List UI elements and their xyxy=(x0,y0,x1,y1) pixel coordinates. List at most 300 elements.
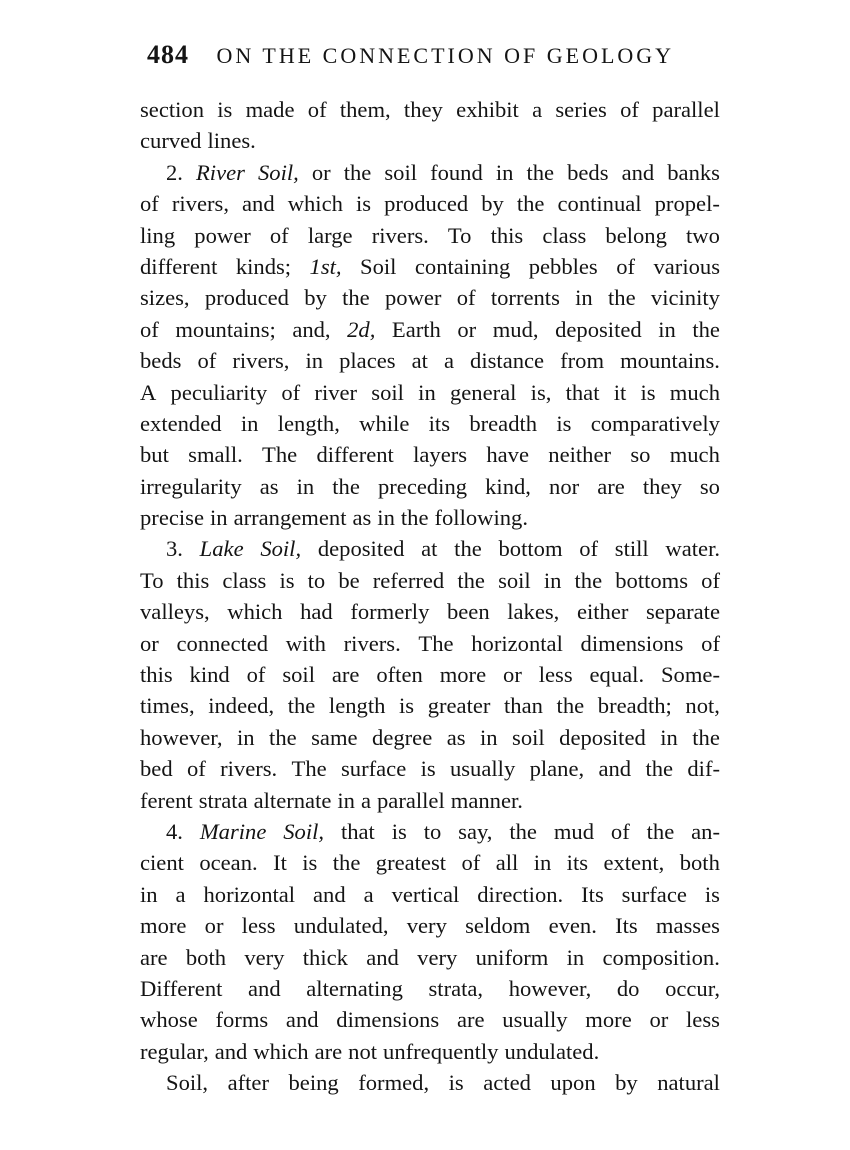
word: in xyxy=(337,787,355,813)
word: Earth xyxy=(391,316,441,342)
word: containing xyxy=(414,253,511,279)
word: banks xyxy=(667,159,720,185)
word: the xyxy=(342,285,370,311)
word: the xyxy=(516,191,545,217)
word: regular, xyxy=(140,1038,209,1064)
word: river xyxy=(314,379,358,405)
word: in xyxy=(543,567,562,593)
word: beds xyxy=(140,348,182,374)
word: parallel xyxy=(652,97,720,122)
word: in xyxy=(658,316,676,342)
word: 3. xyxy=(166,536,183,562)
word: dimensions xyxy=(336,1007,440,1033)
word: continual xyxy=(557,191,642,217)
word: The xyxy=(262,442,298,468)
word: rivers. xyxy=(220,756,278,782)
word: pebbles xyxy=(528,253,598,279)
word: so xyxy=(699,473,720,499)
text-line xyxy=(140,690,720,721)
word: of xyxy=(610,818,630,844)
text-line xyxy=(140,1036,720,1067)
word: 1st, xyxy=(309,253,342,279)
word: of xyxy=(307,97,327,122)
text-line xyxy=(140,282,720,313)
word: or xyxy=(503,662,522,688)
word: to xyxy=(307,567,326,593)
word: so xyxy=(630,442,651,468)
text-line xyxy=(140,188,720,219)
word: that xyxy=(565,379,600,405)
word: unfrequently xyxy=(383,1038,499,1064)
text-line xyxy=(140,942,720,973)
word: irregularity xyxy=(140,473,242,499)
word: soil xyxy=(384,159,418,185)
word: connected xyxy=(176,630,269,656)
word: from xyxy=(560,348,605,374)
word: greater xyxy=(427,693,491,719)
text-line xyxy=(140,471,720,502)
text-line xyxy=(140,879,720,910)
word: power xyxy=(194,222,251,248)
word: breadth xyxy=(469,410,538,436)
word: exhibit xyxy=(456,97,519,122)
word: soil xyxy=(371,379,404,405)
word: which xyxy=(227,599,283,625)
word: Soil, xyxy=(260,536,302,562)
word: and, xyxy=(292,316,331,342)
word: them, xyxy=(339,97,391,122)
word: and xyxy=(313,881,346,907)
word: acted xyxy=(483,1070,531,1096)
word: to xyxy=(423,818,442,844)
word: been xyxy=(446,599,490,625)
word: mud, xyxy=(492,316,539,342)
word: had xyxy=(300,599,333,625)
word: Different xyxy=(140,975,223,1001)
text-line xyxy=(140,251,720,282)
word: ocean. xyxy=(199,850,258,876)
word: is xyxy=(391,818,407,844)
word: plane, xyxy=(529,756,585,782)
word: and xyxy=(598,756,632,782)
word: The xyxy=(418,630,454,656)
word: are xyxy=(597,473,625,499)
word: different xyxy=(140,253,218,279)
page-number: 484 xyxy=(147,40,189,69)
word: length, xyxy=(277,410,340,436)
word: which xyxy=(253,1038,309,1064)
word: both xyxy=(679,850,720,876)
word: even. xyxy=(548,913,597,939)
running-head xyxy=(147,40,747,80)
word: rivers. xyxy=(371,222,429,248)
word: section xyxy=(140,97,204,122)
word: is xyxy=(704,881,720,907)
word: or xyxy=(457,316,477,342)
word: but xyxy=(140,442,169,468)
word: as xyxy=(446,724,466,750)
word: in xyxy=(566,944,585,970)
word: this xyxy=(140,662,173,688)
word: in xyxy=(660,724,678,750)
word: a xyxy=(363,881,374,907)
word: soil xyxy=(512,724,545,750)
word: in xyxy=(575,285,593,311)
word: very xyxy=(244,944,285,970)
word: more xyxy=(439,662,487,688)
word: separate xyxy=(645,599,720,625)
word: in xyxy=(237,724,255,750)
word: is xyxy=(217,97,233,122)
word: in xyxy=(140,881,158,907)
word: natural xyxy=(657,1070,720,1096)
word: usually xyxy=(449,756,516,782)
word: occur, xyxy=(665,975,720,1001)
word: both xyxy=(185,944,227,970)
word: deposited xyxy=(559,724,646,750)
word: with xyxy=(285,630,326,656)
word: as xyxy=(259,473,279,499)
word: and xyxy=(621,159,655,185)
word: of xyxy=(197,348,217,374)
text-line xyxy=(140,345,720,376)
word: much xyxy=(669,442,720,468)
word: lakes, xyxy=(507,599,560,625)
text-line xyxy=(140,408,720,439)
word: series xyxy=(555,97,607,122)
word: Soil, xyxy=(166,1070,209,1096)
word: the xyxy=(646,818,675,844)
word: Some- xyxy=(660,662,720,688)
word: a xyxy=(360,787,371,813)
word: equal. xyxy=(589,662,645,688)
text-line xyxy=(140,314,720,345)
word: a xyxy=(532,97,543,122)
word: sizes, xyxy=(140,285,190,311)
word: of xyxy=(620,97,639,122)
text-line xyxy=(140,596,720,627)
word: have xyxy=(486,442,530,468)
word: Soil, xyxy=(283,818,325,844)
word: the xyxy=(332,473,360,499)
word: of xyxy=(579,536,599,562)
word: power xyxy=(384,285,442,311)
word: in xyxy=(480,724,498,750)
word: kind xyxy=(189,662,230,688)
text-line xyxy=(140,910,720,941)
word: peculiarity xyxy=(170,379,268,405)
word: dif- xyxy=(687,756,720,782)
word: vertical xyxy=(391,881,460,907)
word: thick xyxy=(302,944,348,970)
word: To xyxy=(447,222,472,248)
word: cient xyxy=(140,850,184,876)
word: of xyxy=(701,567,720,593)
word: water. xyxy=(665,536,720,562)
word: more xyxy=(140,913,187,939)
word: however, xyxy=(140,724,223,750)
word: in xyxy=(418,379,436,405)
text-line xyxy=(140,439,720,470)
body-text xyxy=(140,94,720,1099)
word: two xyxy=(686,222,720,248)
word: kind, xyxy=(485,473,531,499)
word: undulated, xyxy=(293,913,389,939)
word: produced xyxy=(384,191,469,217)
word: bottoms xyxy=(615,567,689,593)
word: by xyxy=(481,191,504,217)
word: valleys, xyxy=(140,599,210,625)
word: A xyxy=(140,379,157,405)
word: formerly xyxy=(350,599,430,625)
word: manner. xyxy=(450,787,523,813)
word: forms xyxy=(215,1007,269,1033)
word: distance xyxy=(470,348,545,374)
word: extent, xyxy=(603,850,665,876)
word: is xyxy=(640,379,656,405)
word: is xyxy=(448,1070,464,1096)
running-title: ON THE CONNECTION OF GEOLOGY xyxy=(216,43,675,68)
word: of xyxy=(140,316,159,342)
word: or xyxy=(311,159,331,185)
word: alternating xyxy=(306,975,403,1001)
word: of xyxy=(246,662,266,688)
word: the xyxy=(692,724,720,750)
word: made xyxy=(245,97,295,122)
word: surface xyxy=(621,881,687,907)
word: indeed, xyxy=(208,693,275,719)
word: a xyxy=(175,881,186,907)
word: rivers, xyxy=(171,191,229,217)
word: or xyxy=(649,1007,669,1033)
word: bed xyxy=(140,756,173,782)
word: say, xyxy=(458,818,493,844)
word: following. xyxy=(434,505,528,531)
word: this xyxy=(490,222,524,248)
word: of xyxy=(461,850,481,876)
word: nor xyxy=(549,473,580,499)
word: less xyxy=(241,913,276,939)
word: still xyxy=(614,536,649,562)
word: produced xyxy=(204,285,289,311)
word: ferent xyxy=(140,787,193,813)
word: and xyxy=(366,944,399,970)
text-line xyxy=(140,1067,720,1098)
text-line xyxy=(140,94,720,125)
word: lines. xyxy=(207,128,256,154)
word: Lake xyxy=(199,536,244,562)
word: and xyxy=(242,191,275,217)
word: of xyxy=(186,756,206,782)
word: formed, xyxy=(358,1070,430,1096)
word: its xyxy=(428,410,451,436)
word: in xyxy=(533,850,552,876)
word: ling xyxy=(140,222,176,248)
word: The xyxy=(291,756,327,782)
word: is xyxy=(302,850,318,876)
word: the xyxy=(287,693,316,719)
word: the xyxy=(509,818,537,844)
text-line xyxy=(140,847,720,878)
word: of xyxy=(616,253,636,279)
text-line xyxy=(140,659,720,690)
word: the xyxy=(556,693,585,719)
word: as xyxy=(352,505,372,531)
word: and xyxy=(214,1038,248,1064)
text-line xyxy=(140,973,720,1004)
word: are xyxy=(331,662,360,688)
word: kinds; xyxy=(235,253,292,279)
word: found xyxy=(430,159,483,185)
word: the xyxy=(454,536,482,562)
word: soil xyxy=(282,662,315,688)
word: greatest xyxy=(375,850,447,876)
word: 2d, xyxy=(347,316,376,342)
word: bottom xyxy=(498,536,563,562)
word: direction. xyxy=(477,881,564,907)
word: large xyxy=(307,222,353,248)
word: whose xyxy=(140,1007,198,1033)
word: either xyxy=(576,599,629,625)
word: are xyxy=(314,1038,343,1064)
word: River xyxy=(196,159,245,185)
word: the xyxy=(608,285,636,311)
word: Its xyxy=(615,913,638,939)
word: Soil xyxy=(360,253,397,279)
word: being xyxy=(288,1070,339,1096)
word: at xyxy=(421,536,438,562)
word: class xyxy=(542,222,587,248)
word: the xyxy=(692,316,720,342)
word: general xyxy=(449,379,517,405)
word: the xyxy=(400,505,429,531)
word: in xyxy=(296,473,315,499)
word: is xyxy=(355,191,372,217)
word: while xyxy=(359,410,410,436)
text-line xyxy=(140,502,720,533)
text-line xyxy=(140,628,720,659)
word: strata, xyxy=(428,975,484,1001)
word: preceding xyxy=(377,473,468,499)
word: precise xyxy=(140,505,204,531)
word: vicinity xyxy=(650,285,720,311)
word: in xyxy=(305,348,324,374)
word: and xyxy=(285,1007,319,1033)
word: breadth; xyxy=(597,693,672,719)
word: mud xyxy=(553,818,595,844)
word: at xyxy=(411,348,428,374)
word: composition. xyxy=(602,944,720,970)
word: class xyxy=(222,567,267,593)
word: are xyxy=(140,944,168,970)
word: they xyxy=(642,473,682,499)
word: by xyxy=(304,285,327,311)
word: do xyxy=(616,975,640,1001)
word: different xyxy=(316,442,394,468)
word: the xyxy=(343,159,372,185)
word: all xyxy=(495,850,519,876)
word: than xyxy=(504,693,543,719)
word: not, xyxy=(685,693,720,719)
word: surface xyxy=(341,756,407,782)
word: the xyxy=(269,724,297,750)
word: same xyxy=(311,724,358,750)
word: Soil, xyxy=(257,159,299,185)
word: very xyxy=(417,944,458,970)
word: the xyxy=(457,567,485,593)
word: deposited xyxy=(317,536,405,562)
word: extended xyxy=(140,410,222,436)
word: of xyxy=(140,191,159,217)
text-line xyxy=(140,816,720,847)
word: undulated. xyxy=(504,1038,600,1064)
word: various xyxy=(653,253,720,279)
word: often xyxy=(376,662,423,688)
word: are xyxy=(456,1007,485,1033)
word: small. xyxy=(188,442,243,468)
word: that xyxy=(340,818,375,844)
text-line xyxy=(140,753,720,784)
word: deposited xyxy=(555,316,642,342)
word: rivers, xyxy=(232,348,290,374)
word: by xyxy=(615,1070,638,1096)
word: very xyxy=(406,913,447,939)
word: alternate xyxy=(253,787,332,813)
word: To xyxy=(140,567,164,593)
word: referred xyxy=(372,567,445,593)
word: in xyxy=(209,505,228,531)
word: is xyxy=(556,410,572,436)
word: more xyxy=(585,1007,632,1033)
word: Marine xyxy=(199,818,267,844)
word: is, xyxy=(530,379,552,405)
word: comparatively xyxy=(590,410,720,436)
word: Its xyxy=(581,881,604,907)
word: propel- xyxy=(654,191,720,217)
text-line xyxy=(140,377,720,408)
word: beds xyxy=(567,159,609,185)
word: an- xyxy=(691,818,720,844)
word: in xyxy=(377,505,395,531)
text-line xyxy=(140,533,720,564)
text-line xyxy=(140,565,720,596)
word: mountains. xyxy=(620,348,720,374)
word: be xyxy=(338,567,360,593)
word: dimensions xyxy=(580,630,684,656)
word: a xyxy=(443,348,454,374)
word: upon xyxy=(550,1070,596,1096)
word: its xyxy=(566,850,589,876)
word: 2. xyxy=(166,159,183,185)
word: strata xyxy=(198,787,248,813)
word: of xyxy=(281,379,301,405)
word: less xyxy=(538,662,573,688)
word: uniform xyxy=(475,944,549,970)
word: in xyxy=(240,410,259,436)
word: horizontal xyxy=(471,630,563,656)
text-line xyxy=(140,220,720,251)
word: of xyxy=(456,285,476,311)
word: much xyxy=(669,379,720,405)
word: this xyxy=(176,567,210,593)
word: it xyxy=(613,379,627,405)
word: after xyxy=(227,1070,269,1096)
text-line xyxy=(140,785,720,816)
text-line xyxy=(140,125,720,156)
word: usually xyxy=(502,1007,568,1033)
word: places xyxy=(339,348,396,374)
word: the xyxy=(645,756,674,782)
